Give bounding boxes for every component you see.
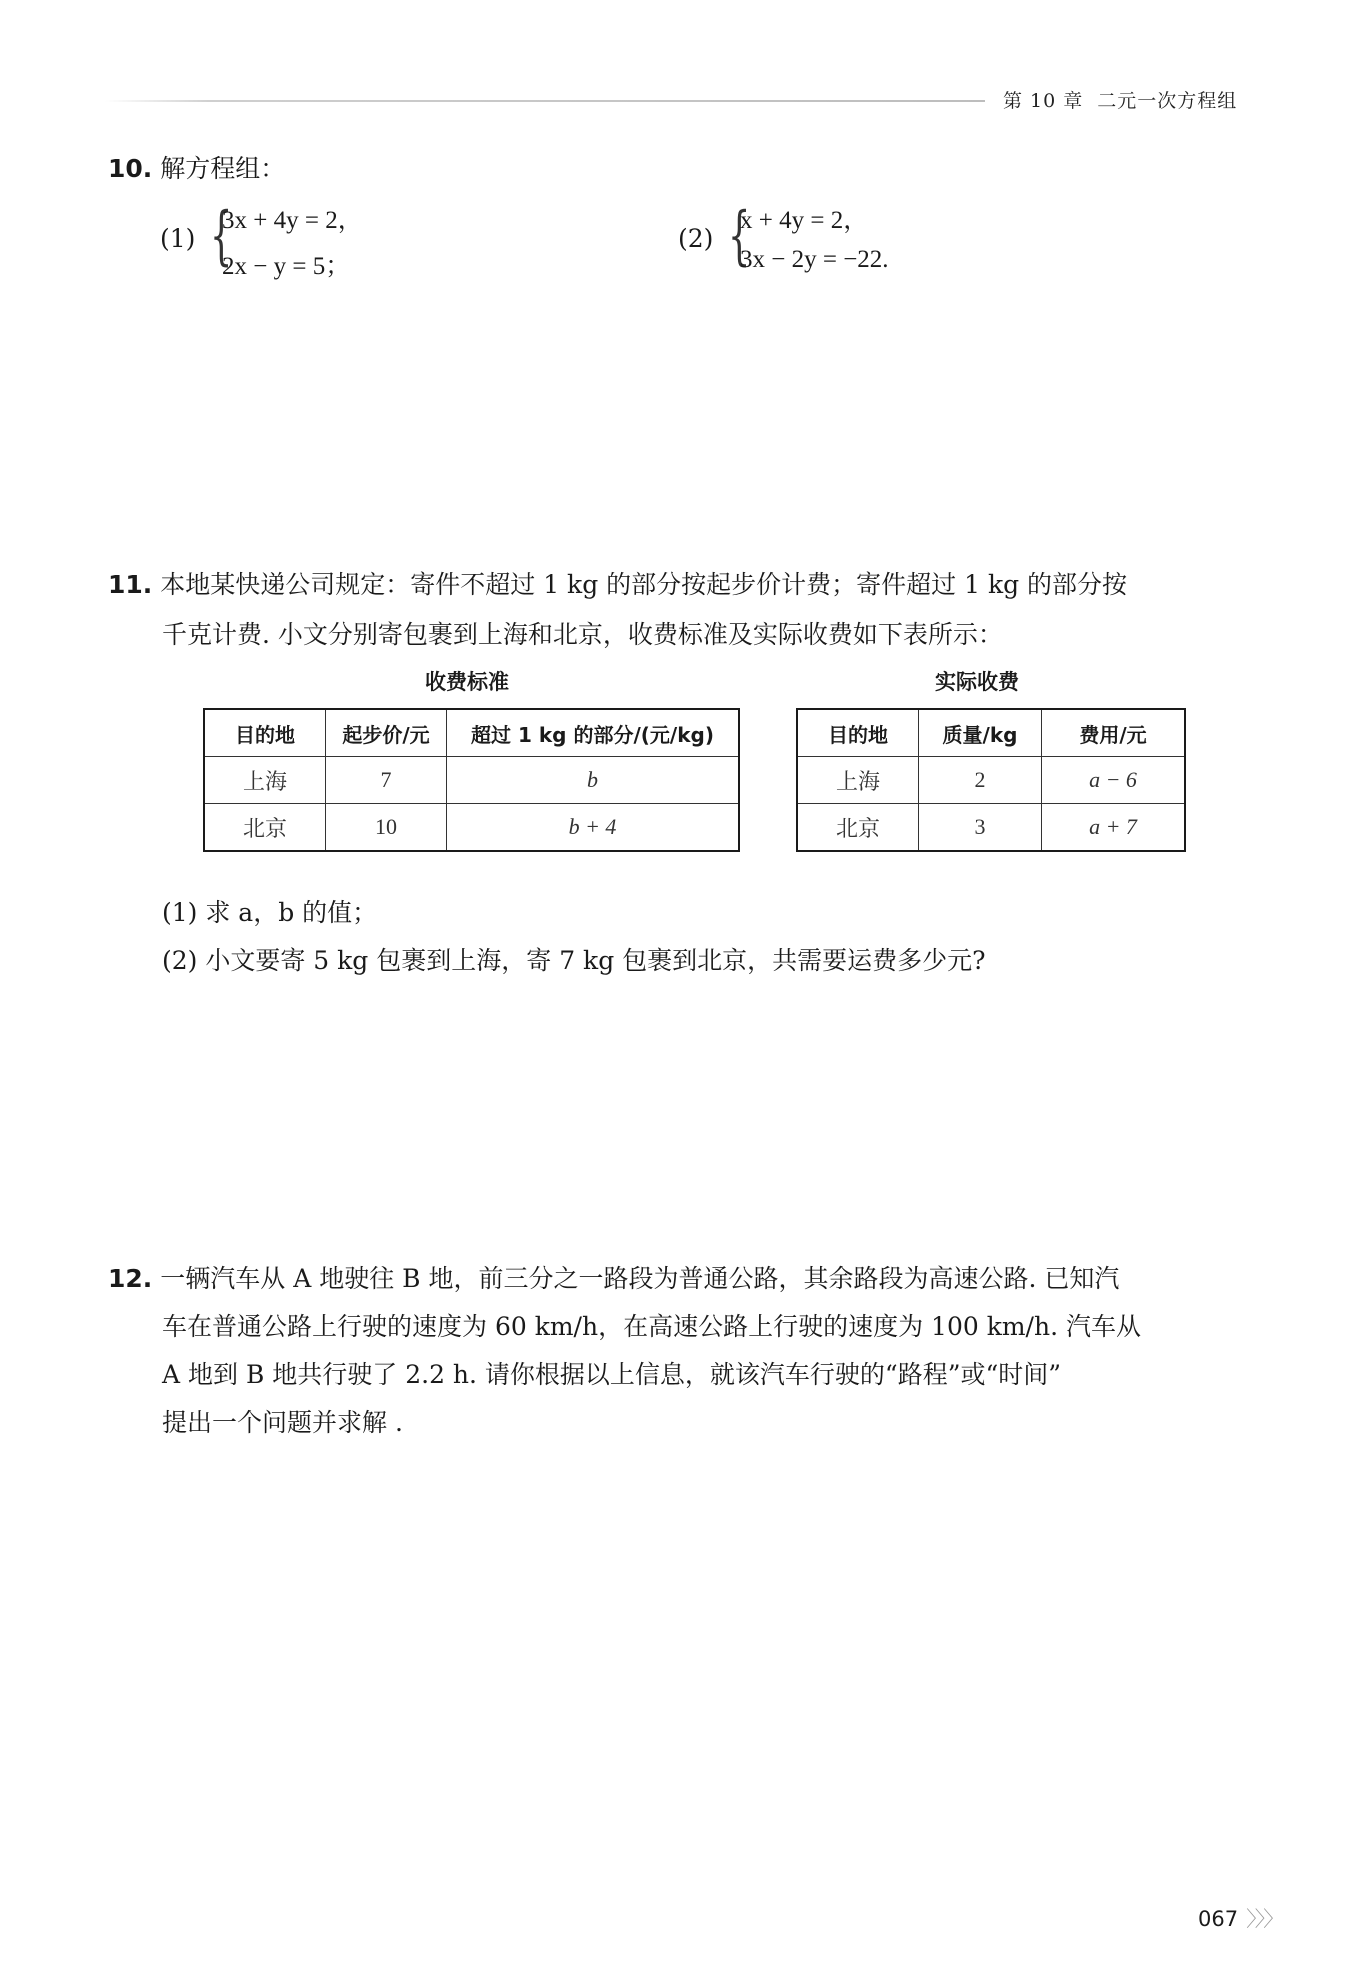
brace-icon: {: [210, 199, 233, 273]
table-row: [797, 804, 1185, 852]
table-cell: 北京: [797, 804, 919, 852]
brace-icon: {: [728, 199, 751, 273]
question-text: 一辆汽车从 A 地驶往 B 地，前三分之一路段为普通公路，其余路段为高速公路. 已知汽: [160, 1264, 1120, 1293]
column-header: 目的地: [797, 709, 919, 757]
table-cell: 2: [919, 757, 1042, 804]
table-cell: 北京: [204, 804, 326, 852]
sub-question-2: (2) 小文要寄 5 kg 包裹到上海，寄 7 kg 包裹到北京，共需要运费多少元?: [162, 946, 986, 975]
fee-standard-table: [203, 708, 740, 852]
question-12-line-4: 提出一个问题并求解 .: [162, 1408, 403, 1437]
table-cell: 上海: [204, 757, 326, 804]
question-10-prompt: [108, 146, 285, 192]
equation: 2x − y = 5；: [222, 253, 351, 280]
table-header-row: [797, 709, 1185, 757]
running-header: [1003, 86, 1237, 113]
question-text: 解方程组：: [160, 154, 286, 183]
sub-question-1: (1) 求 a，b 的值；: [162, 898, 378, 927]
actual-fee-table: [796, 708, 1186, 852]
question-number: 12.: [108, 1264, 153, 1293]
table-row: [204, 757, 739, 804]
header-rule: [105, 100, 985, 102]
column-header: 费用/元: [1042, 709, 1186, 757]
equation-system-2: [678, 196, 1078, 286]
table-caption: 实际收费: [935, 670, 1019, 694]
column-header: 起步价/元: [326, 709, 447, 757]
table-cell: a − 6: [1042, 757, 1186, 804]
column-header: 超过 1 kg 的部分/(元/kg): [447, 709, 740, 757]
question-text: 本地某快递公司规定：寄件不超过 1 kg 的部分按起步价计费；寄件超过 1 kg 的部分按: [160, 570, 1128, 599]
table-row: [204, 804, 739, 852]
part-label: (2): [678, 224, 714, 253]
table-cell: 10: [326, 804, 447, 852]
chapter-title: 二元一次方程组: [1097, 90, 1238, 112]
question-number: 10.: [108, 154, 153, 183]
equation: 3x − 2y = −22.: [740, 246, 889, 273]
page-number-text: 067: [1198, 1907, 1239, 1931]
table-cell: 上海: [797, 757, 919, 804]
equation-system-1: [160, 196, 560, 286]
table-cell: a + 7: [1042, 804, 1186, 852]
chevrons-icon: 〉〉〉: [1246, 1907, 1283, 1931]
equation: x + 4y = 2，: [740, 207, 869, 234]
equation: 3x + 4y = 2，: [222, 207, 363, 234]
table-cell: 7: [326, 757, 447, 804]
part-label: (1): [160, 224, 196, 253]
column-header: 目的地: [204, 709, 326, 757]
question-number: 11.: [108, 570, 153, 599]
question-12-line-3: A 地到 B 地共行驶了 2.2 h. 请你根据以上信息，就该汽车行驶的“路程”或“时间”: [162, 1360, 1062, 1389]
question-12-line-1: [108, 1256, 1119, 1302]
question-12-line-2: 车在普通公路上行驶的速度为 60 km/h，在高速公路上行驶的速度为 100 km/h. 汽车从: [162, 1312, 1141, 1341]
column-header: 质量/kg: [919, 709, 1042, 757]
question-11-line-1: [108, 562, 1127, 608]
chapter-number: 第 10 章: [1003, 90, 1084, 112]
table-cell: b: [447, 757, 740, 804]
table-cell: 3: [919, 804, 1042, 852]
table-caption: 收费标准: [425, 670, 509, 694]
question-11-line-2: 千克计费. 小文分别寄包裹到上海和北京，收费标准及实际收费如下表所示：: [162, 620, 1003, 649]
table-header-row: [204, 709, 739, 757]
page-number: [1198, 1903, 1282, 1933]
table-row: [797, 757, 1185, 804]
table-cell: b + 4: [447, 804, 740, 852]
